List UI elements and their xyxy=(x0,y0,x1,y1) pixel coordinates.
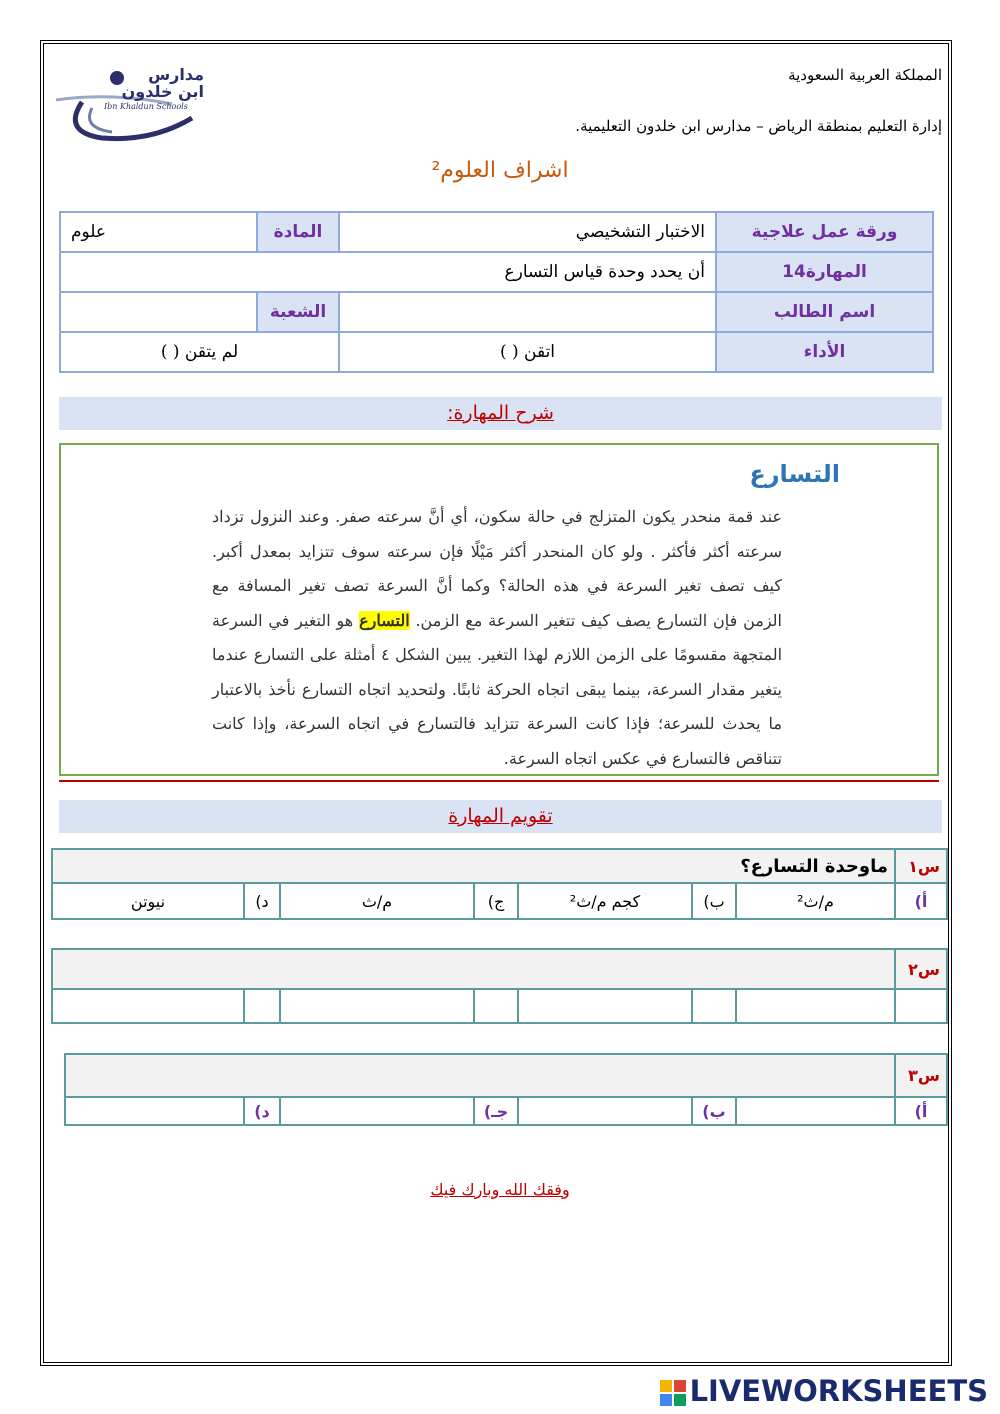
q3-option-c[interactable] xyxy=(280,1097,474,1125)
q2-option-d[interactable] xyxy=(52,989,244,1023)
q1-option-c[interactable]: م/ث xyxy=(280,883,474,919)
worksheet-label: ورقة عمل علاجية xyxy=(716,212,933,252)
student-label: اسم الطالب xyxy=(716,292,933,332)
q3-text xyxy=(65,1054,895,1097)
brand-text: LIVEWORKSHEETS xyxy=(689,1374,988,1408)
q2-label-a xyxy=(895,989,947,1023)
q3-label-b: ب) xyxy=(692,1097,736,1125)
mastered-option: اتقن ( ) xyxy=(339,332,716,372)
q3-label-d: د) xyxy=(244,1097,280,1125)
q2-number: س٢ xyxy=(895,949,947,989)
subject-label: المادة xyxy=(257,212,339,252)
admin-title: إدارة التعليم بمنطقة الرياض – مدارس ابن خلدون التعليمية. xyxy=(575,117,942,135)
closing-text: وفقك الله وبارك فيك xyxy=(430,1180,570,1199)
q3-label-a: أ) xyxy=(895,1097,947,1125)
q2-label-d xyxy=(244,989,280,1023)
q3-option-a[interactable] xyxy=(736,1097,895,1125)
explanation-title: التسارع xyxy=(749,460,840,488)
q1-option-b[interactable]: كجم م/ث² xyxy=(518,883,692,919)
explanation-text-part1: عند قمة منحدر يكون المتزلج في حالة سكون، أي أنَّ سرعته صفر. وعند النزول تزداد سرعته أكثر فأكثر . ولو كان المنحدر أكثر مَيْلًا فإن سرعته سوف تتزايد بمعدل أكبر. كيف تصف تغير السرعة في هذه الحالة؟ وكما أنَّ السرعة تصف تغير المسافة مع الزمن فإن التسارع يصف كيف تتغير السرعة مع الزمن. xyxy=(212,507,782,630)
section-field[interactable] xyxy=(60,292,257,332)
liveworksheets-logo-icon xyxy=(660,1380,686,1406)
q1-option-d[interactable]: نيوتن xyxy=(52,883,244,919)
skill-value: أن يحدد وحدة قياس التسارع xyxy=(60,252,716,292)
q3-label-c: جـ) xyxy=(474,1097,518,1125)
question-2 xyxy=(51,948,948,1024)
logo-ar-line1: مدارس xyxy=(148,65,204,84)
section-label: الشعبة xyxy=(257,292,339,332)
q3-option-b[interactable] xyxy=(518,1097,692,1125)
subject-value: علوم xyxy=(60,212,257,252)
q1-number: س١ xyxy=(895,849,947,883)
q1-option-a[interactable]: م/ث² xyxy=(736,883,895,919)
q2-label-c xyxy=(474,989,518,1023)
q2-option-c[interactable] xyxy=(280,989,474,1023)
skill-label: المهارة14 xyxy=(716,252,933,292)
logo-arabic xyxy=(112,66,204,100)
highlighted-term: التسارع xyxy=(359,610,410,630)
q1-label-d: د) xyxy=(244,883,280,919)
evaluation-heading: تقويم المهارة xyxy=(59,800,942,833)
liveworksheets-brand xyxy=(660,1374,988,1408)
kingdom-title: المملكة العربية السعودية xyxy=(788,66,942,84)
q3-option-d[interactable] xyxy=(65,1097,244,1125)
not-mastered-option: لم يتقن ( ) xyxy=(60,332,339,372)
supervision-title: اشراف العلوم² xyxy=(431,158,569,183)
logo-english: Ibn Khaldun Schools xyxy=(104,102,188,111)
divider-line xyxy=(59,780,939,782)
q1-text: ماوحدة التسارع؟ xyxy=(52,849,895,883)
q1-label-c: ج) xyxy=(474,883,518,919)
explanation-heading: شرح المهارة: xyxy=(59,397,942,430)
q2-option-b[interactable] xyxy=(518,989,692,1023)
logo-ar-line2: ابن خلدون xyxy=(121,82,204,101)
q2-text xyxy=(52,949,895,989)
performance-label: الأداء xyxy=(716,332,933,372)
q2-option-a[interactable] xyxy=(736,989,895,1023)
test-name: الاختبار التشخيصي xyxy=(339,212,716,252)
explanation-text-part2: هو التغير في السرعة المتجهة مقسومًا على الزمن اللازم لهذا التغير. يبين الشكل ٤ أمثلة على التسارع عندما يتغير مقدار السرعة، بينما يبقى اتجاه الحركة ثابتًا. ولتحديد اتجاه التسارع نأخذ بالاعتبار ما يحدث للسرعة؛ فإذا كانت السرعة تتزايد فالتسارع في اتجاه السرعة، وإذا كانت تتناقص فالتسارع في عكس اتجاه السرعة. xyxy=(212,610,783,768)
question-1 xyxy=(51,848,948,920)
q1-label-b: ب) xyxy=(692,883,736,919)
q3-number: س٣ xyxy=(895,1054,947,1097)
question-3 xyxy=(64,1053,948,1126)
student-name-field[interactable] xyxy=(339,292,716,332)
info-table xyxy=(59,211,934,373)
q1-label-a: أ) xyxy=(895,883,947,919)
q2-label-b xyxy=(692,989,736,1023)
explanation-text xyxy=(212,500,782,776)
